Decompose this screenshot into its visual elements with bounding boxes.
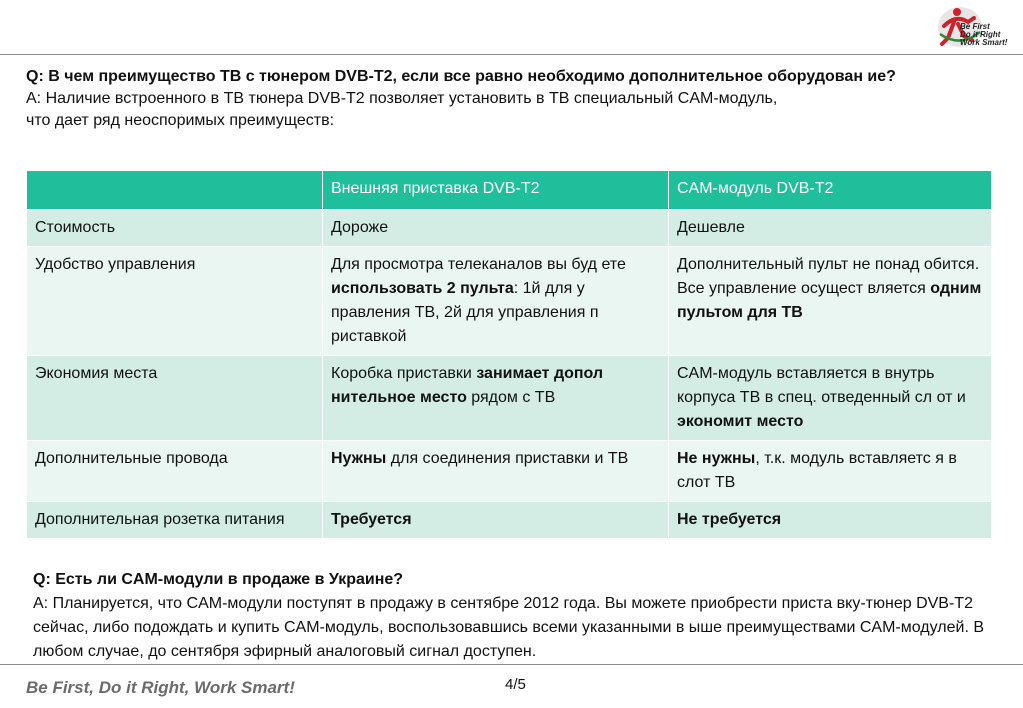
table-header-row	[27, 171, 992, 210]
header-cam-module: CAM-модуль DVB-T2	[669, 171, 992, 210]
intro-question: Q: В чем преимущество ТВ с тюнером DVB-T2, если все равно необходимо дополнительное оборудован ие?	[26, 68, 896, 85]
cell-text: Дешевле	[677, 219, 745, 236]
logo-text: Be First Do it Right Work Smart!	[960, 22, 1008, 47]
cell-cam-module	[669, 502, 992, 539]
cell-external-box	[323, 502, 669, 539]
cell-cam-module	[669, 356, 992, 441]
row-label: Удобство управления	[27, 247, 323, 356]
top-divider	[0, 54, 1023, 55]
header-empty	[27, 171, 323, 210]
bold-text: Не нужны	[677, 450, 756, 467]
outro-question: Q: Есть ли CAM-модули в продаже в Украине?	[33, 571, 404, 588]
footer-slogan: Be First, Do it Right, Work Smart!	[26, 678, 295, 697]
bold-text: Нужны	[331, 450, 387, 467]
row-label: Дополнительные провода	[27, 441, 323, 502]
cell-external-box	[323, 441, 669, 502]
cell-text: для соединения приставки и ТВ	[386, 450, 629, 467]
row-label: Стоимость	[27, 210, 323, 247]
table-row	[27, 502, 992, 539]
cell-cam-module	[669, 210, 992, 247]
page-number: 4/5	[505, 676, 526, 693]
cell-text: Коробка приставки	[331, 365, 477, 382]
cell-external-box	[323, 210, 669, 247]
cell-cam-module	[669, 247, 992, 356]
cell-text: Дороже	[331, 219, 389, 236]
table-row	[27, 210, 992, 247]
intro-answer-line1: А: Наличие встроенного в ТВ тюнера DVB-T2 позволяет установить в ТВ специальный CAM-модуль,	[26, 90, 778, 107]
outro-block	[33, 568, 1008, 664]
cell-text: Для просмотра телеканалов вы буд ете	[331, 256, 626, 273]
cell-external-box	[323, 356, 669, 441]
bold-text: Требуется	[331, 511, 412, 528]
cell-text: , т.к. модуль вставляетс я в слот ТВ	[677, 450, 957, 491]
cell-text: Дополнительный пульт не понад обится. Все управление осущест вляется	[677, 256, 980, 297]
intro-block	[26, 66, 1016, 132]
row-label: Экономия места	[27, 356, 323, 441]
cell-cam-module	[669, 441, 992, 502]
table-row	[27, 441, 992, 502]
row-label: Дополнительная розетка питания	[27, 502, 323, 539]
header-external-box: Внешняя приставка DVB-T2	[323, 171, 669, 210]
table-row	[27, 356, 992, 441]
outro-answer: А: Планируется, что CAM-модули поступят в продажу в сентябре 2012 года. Вы можете приобрести приста вку-тюнер DVB-T2 сейчас, либо подождать и купить CAM-модуль, воспользовавшись всеми указанными в ыше преимуществами CAM-модулей. В любом случае, до сентября эфирный аналоговый сигнал доступен.	[33, 595, 985, 660]
bold-text: Не требуется	[677, 511, 782, 528]
cell-text: : 1й для у правления ТВ, 2й для управления п риставкой	[331, 280, 599, 345]
bold-text: экономит место	[677, 413, 804, 430]
bold-text: использовать 2 пульта	[331, 280, 514, 297]
cell-text: рядом с ТВ	[466, 389, 556, 406]
table-row	[27, 247, 992, 356]
cell-external-box	[323, 247, 669, 356]
cell-text: CAM-модуль вставляется в внутрь корпуса ТВ в спец. отведенный сл от и	[677, 365, 966, 406]
bold-text: занимает допол нительное место	[331, 365, 604, 406]
bottom-divider	[0, 664, 1023, 665]
comparison-table	[26, 170, 992, 539]
bold-text: одним пультом для ТВ	[677, 280, 982, 321]
intro-answer-line2: что дает ряд неоспоримых преимуществ:	[26, 112, 335, 129]
